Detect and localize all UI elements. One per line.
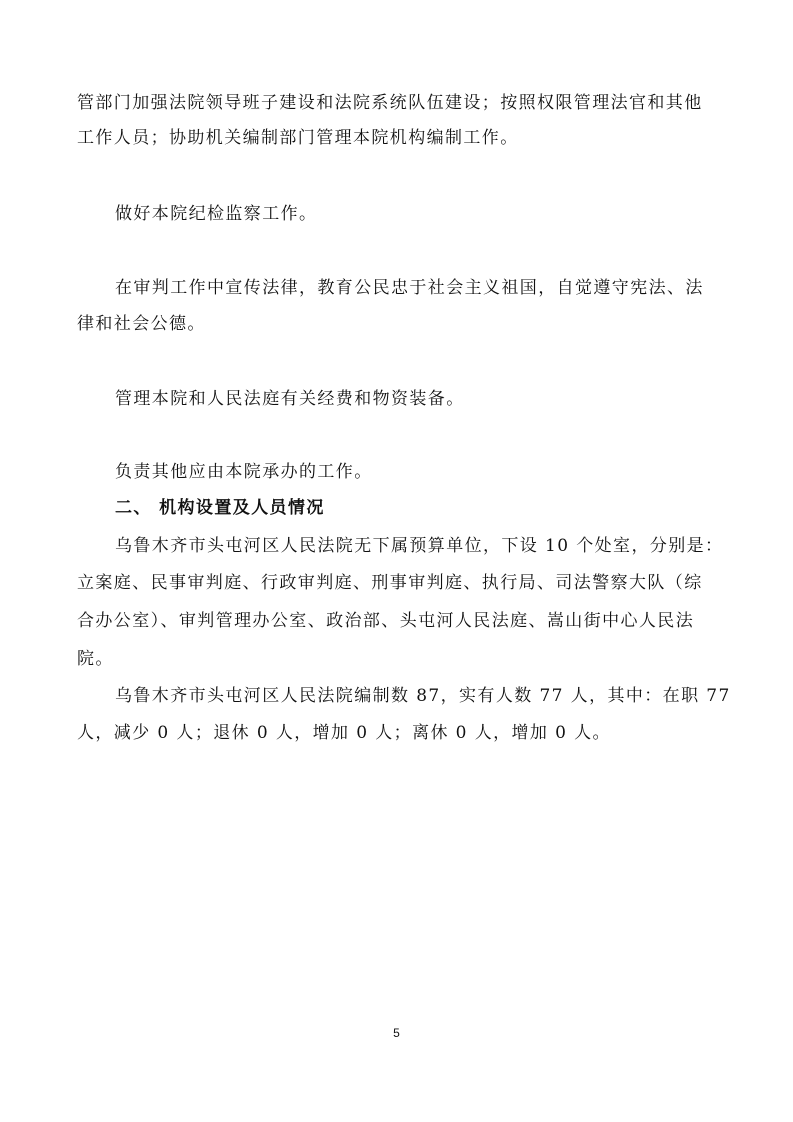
duty-funds: 管理本院和人民法庭有关经费和物资装备。 [115,389,465,409]
staffing-paragraph-line-1: 乌鲁木齐市头屯河区人民法院编制数 87，实有人数 77 人，其中：在职 77 [115,686,731,706]
departments-paragraph-line-3: 合办公室）、审判管理办公室、政治部、头屯河人民法庭、嵩山街中心人民法 [77,611,695,631]
duty-law-promotion-line-1: 在审判工作中宣传法律，教育公民忠于社会主义祖国，自觉遵守宪法、法 [115,278,704,298]
duty-other: 负责其他应由本院承办的工作。 [115,462,373,482]
departments-paragraph-line-2: 立案庭、民事审判庭、行政审判庭、刑事审判庭、执行局、司法警察大队（综 [77,573,703,593]
page-number: 5 [393,1026,400,1040]
duties-intro-line-1: 管部门加强法院领导班子建设和法院系统队伍建设；按照权限管理法官和其他 [77,93,703,113]
staffing-paragraph-line-2: 人，减少 0 人；退休 0 人，增加 0 人；离休 0 人，增加 0 人。 [77,723,611,743]
duty-discipline: 做好本院纪检监察工作。 [115,204,318,224]
departments-paragraph-line-1: 乌鲁木齐市头屯河区人民法院无下属预算单位，下设 10 个处室，分别是： [115,536,724,556]
duties-intro-line-2: 工作人员；协助机关编制部门管理本院机构编制工作。 [77,128,519,148]
departments-paragraph-line-4: 院。 [77,649,114,669]
duty-law-promotion-line-2: 律和社会公德。 [77,314,206,334]
section-heading: 二、 机构设置及人员情况 [115,498,325,518]
